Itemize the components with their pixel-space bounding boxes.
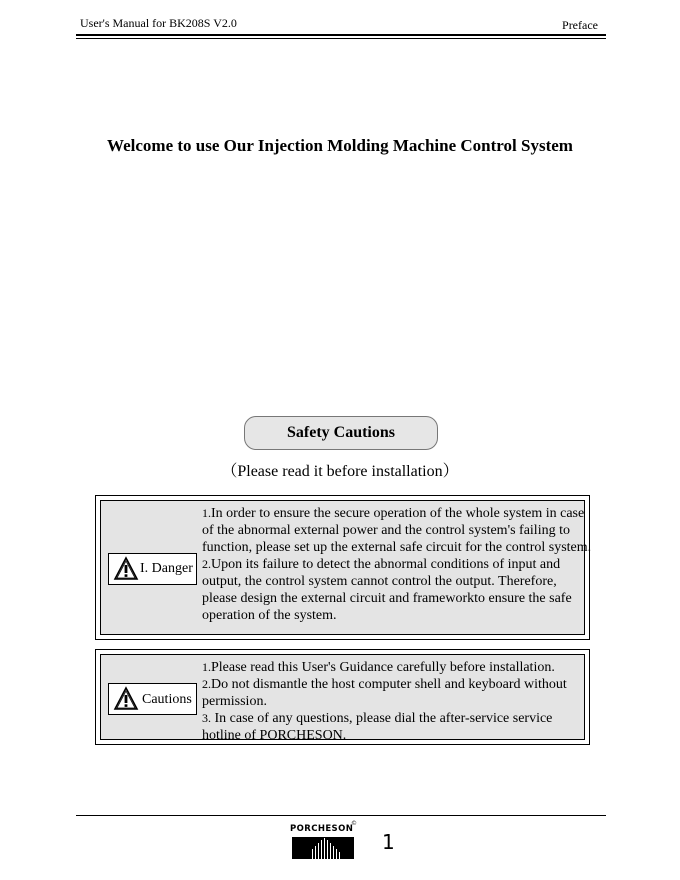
danger-box (95, 495, 590, 640)
header-rule-thick (76, 34, 606, 36)
list-item (202, 676, 592, 710)
warning-triangle-icon (113, 556, 139, 582)
list-item-text: In case of any questions, please dial the after-service service hotline of PORCHESON. (202, 711, 553, 743)
cautions-label-text: Cautions (142, 692, 192, 707)
danger-list (202, 505, 592, 624)
list-item (202, 556, 592, 624)
list-item (202, 710, 592, 744)
header-rule-thin (76, 38, 606, 39)
page-number: 1 (382, 830, 395, 854)
cautions-box-inner (100, 654, 585, 743)
danger-label (108, 553, 197, 585)
list-item-number: 2. (202, 677, 211, 691)
logo-mark: © (351, 820, 357, 827)
list-item-number: 2. (202, 557, 211, 571)
safety-cautions-title: Safety Cautions (244, 416, 438, 450)
list-item-text: Upon its failure to detect the abnormal conditions of input and output, the control system cannot control the output. Therefore, please design the external circuit and frameworkto ensure the safe operation of the system. (202, 557, 572, 623)
list-item (202, 659, 592, 676)
logo-text: PORCHESON (290, 824, 354, 834)
cautions-list (202, 659, 592, 744)
cautions-box (95, 649, 590, 745)
footer-rule (76, 815, 606, 816)
welcome-title: Welcome to use Our Injection Molding Machine Control System (107, 136, 573, 155)
list-item-text: In order to ensure the secure operation of the whole system in case of the abnormal external power and the control system's failing to function, please set up the external safe circuit for the control system. (202, 506, 592, 555)
logo-bars-icon (292, 837, 354, 859)
list-item-number: 1. (202, 506, 211, 520)
porcheson-logo (290, 822, 356, 862)
header-section: Preface (562, 18, 598, 32)
list-item-text: Do not dismantle the host computer shell and keyboard without permission. (202, 677, 567, 709)
list-item-text: Please read this User's Guidance carefully before installation. (211, 660, 555, 675)
cautions-label (108, 683, 197, 715)
danger-label-text: I. Danger (140, 561, 193, 576)
warning-triangle-icon (113, 686, 139, 712)
danger-box-inner (100, 500, 592, 635)
list-item-number: 3. (202, 711, 211, 725)
list-item (202, 505, 592, 556)
list-item-number: 1. (202, 660, 211, 674)
safety-cautions-subtitle: （Please read it before installation） (221, 463, 459, 480)
header-manual-title: User's Manual for BK208S V2.0 (80, 16, 237, 30)
